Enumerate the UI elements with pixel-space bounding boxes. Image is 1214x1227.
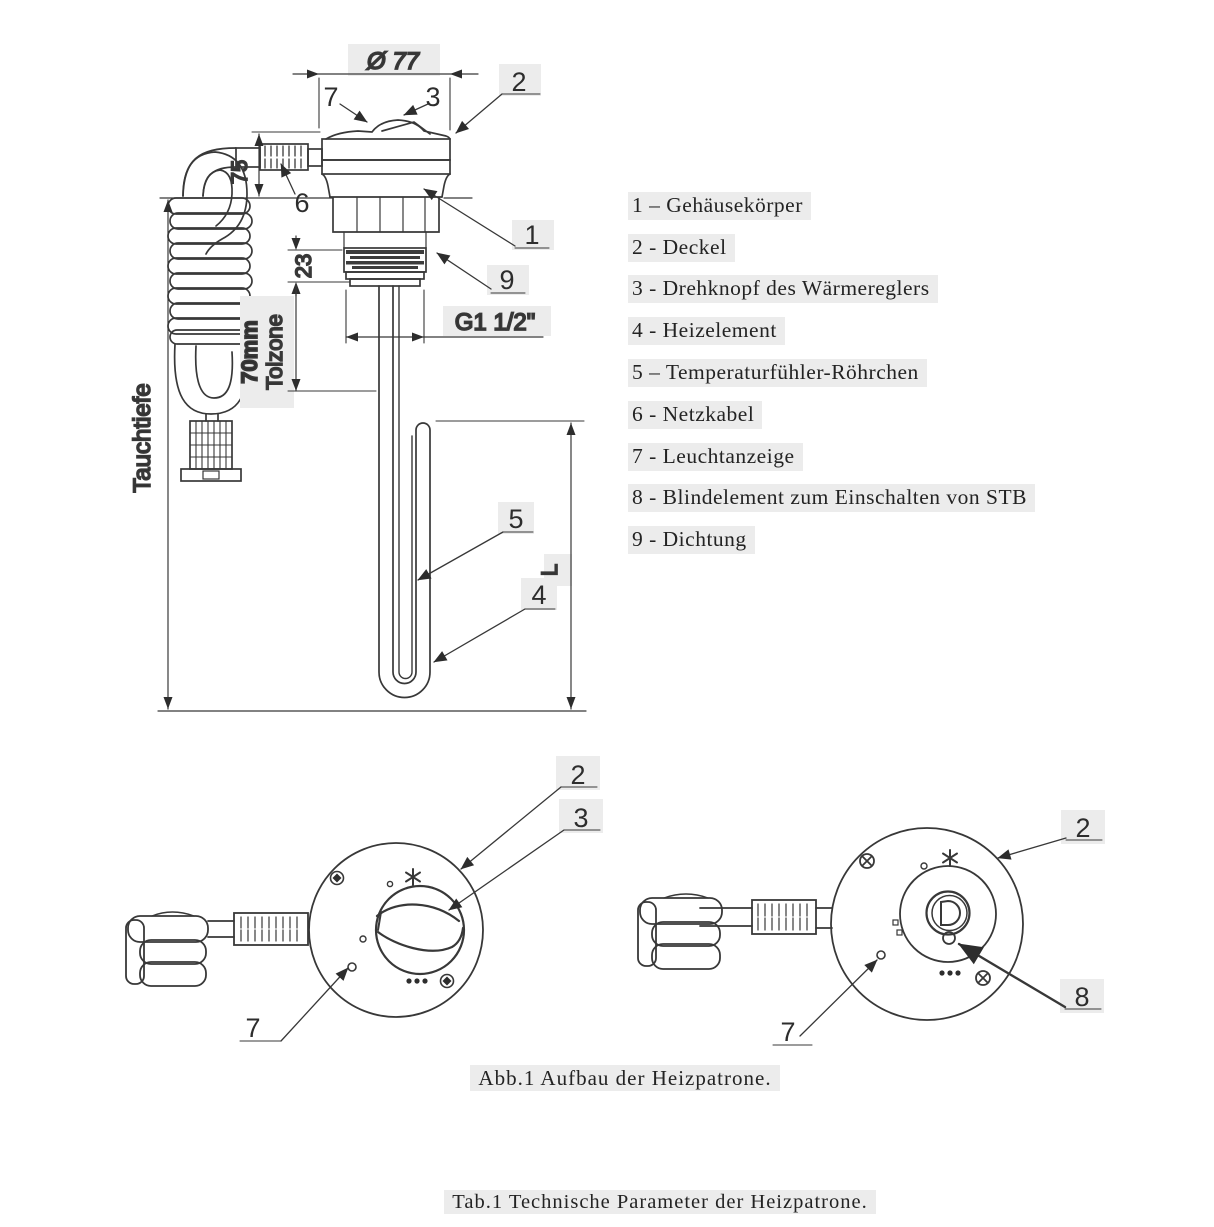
bottom-view-knob-removed — [638, 810, 1105, 1047]
legend-item — [628, 394, 1035, 436]
screw-icon — [860, 854, 990, 985]
indicator-light — [348, 963, 356, 971]
left-view-callouts — [240, 756, 603, 1043]
callout-6: 6 — [294, 188, 310, 218]
washer-top — [346, 272, 424, 279]
legend-item-text: 2 - Deckel — [628, 234, 735, 262]
deadzone-value-label: 70mm — [237, 320, 262, 384]
callout-3: 3 — [425, 82, 441, 112]
dim-diameter — [293, 44, 478, 130]
dim-75 — [227, 132, 320, 196]
callout-7: 7 — [245, 1013, 261, 1043]
table-caption — [420, 1191, 900, 1214]
dim-23-label: 23 — [291, 253, 316, 279]
scale-mark — [897, 930, 902, 935]
power-plug — [181, 421, 241, 481]
legend-item — [628, 352, 1035, 394]
legend-item-text: 9 - Dichtung — [628, 526, 755, 554]
dim-arrow — [450, 70, 462, 79]
cable-loop2-inner — [196, 346, 233, 398]
main-section-view — [129, 44, 586, 711]
callout-2: 2 — [570, 760, 586, 790]
cover-rim — [322, 139, 450, 160]
cover-circle — [309, 843, 483, 1017]
bottom-view-with-knob — [126, 756, 603, 1043]
dim-length-label: L — [537, 563, 562, 577]
thread-gasket — [344, 248, 426, 286]
housing-body — [322, 120, 450, 248]
parts-legend — [628, 185, 1035, 561]
dim-75-label: 75 — [227, 159, 252, 185]
callout-7: 7 — [323, 82, 339, 112]
scale-mark — [387, 881, 392, 886]
legend-item-text: 7 - Leuchtanzeige — [628, 443, 803, 471]
washer-bottom — [350, 279, 420, 286]
knob-blade — [382, 122, 430, 134]
knob-grip-lower — [378, 928, 463, 951]
immersion-depth-label: Tauchtiefe — [129, 383, 156, 493]
table-caption-text: Tab.1 Technische Parameter der Heizpatrone. — [444, 1190, 875, 1214]
figure-caption — [395, 1066, 855, 1091]
dim-arrow — [307, 70, 319, 79]
legend-item — [628, 310, 1035, 352]
callout-5: 5 — [508, 504, 524, 534]
legend-item-text: 4 - Heizelement — [628, 317, 785, 345]
dim-23 — [288, 236, 350, 296]
recess-circle — [900, 866, 996, 962]
legend-item — [628, 227, 1035, 269]
ooo-marks — [939, 970, 960, 975]
scale-mark — [893, 920, 898, 925]
callout-8: 8 — [1074, 982, 1090, 1012]
frost-protection-icon — [943, 850, 957, 866]
sensor-tube — [399, 286, 412, 679]
callout-1: 1 — [524, 220, 540, 250]
frost-protection-icon — [406, 869, 420, 885]
dim-tolzone — [237, 284, 376, 408]
dim-thread-size — [346, 290, 551, 343]
callout-2: 2 — [511, 67, 527, 97]
knob-grip-upper — [377, 905, 459, 921]
d-shaft-hole — [941, 901, 960, 925]
figure-caption-text: Abb.1 Aufbau der Heizpatrone. — [470, 1065, 779, 1091]
legend-item — [628, 269, 1035, 311]
dim-diameter-label: Ø 77 — [366, 48, 420, 75]
scale-mark — [360, 936, 366, 942]
legend-item — [628, 436, 1035, 478]
cover-band — [322, 160, 450, 174]
cable-plug-right — [638, 894, 832, 969]
legend-item — [628, 519, 1035, 561]
callout-7: 7 — [780, 1017, 796, 1047]
callout-4: 4 — [531, 580, 547, 610]
callout-2: 2 — [1075, 813, 1091, 843]
thread-size-label: G1 1/2" — [454, 309, 536, 336]
dim-length — [436, 421, 584, 709]
ooo-marks — [406, 978, 427, 983]
callout-3: 3 — [573, 803, 589, 833]
spindle-boss — [927, 892, 970, 935]
heating-element-tube — [379, 286, 430, 698]
legend-item-text: 6 - Netzkabel — [628, 401, 762, 429]
legend-item-text: 1 – Gehäusekörper — [628, 192, 811, 220]
dim-tauchtiefe — [129, 200, 173, 709]
callout-9: 9 — [499, 265, 515, 295]
scale-mark — [921, 863, 927, 869]
legend-item-text: 8 - Blindelement zum Einschalten von STB — [628, 484, 1035, 512]
deadzone-label: Tolzone — [262, 314, 287, 390]
knob-circle — [376, 886, 464, 974]
indicator-light — [877, 951, 885, 959]
legend-item — [628, 478, 1035, 520]
cable-plug-left — [126, 912, 308, 986]
legend-item — [628, 185, 1035, 227]
legend-item-text: 3 - Drehknopf des Wärmereglers — [628, 275, 938, 303]
legend-item-text: 5 – Temperaturfühler-Röhrchen — [628, 359, 927, 387]
